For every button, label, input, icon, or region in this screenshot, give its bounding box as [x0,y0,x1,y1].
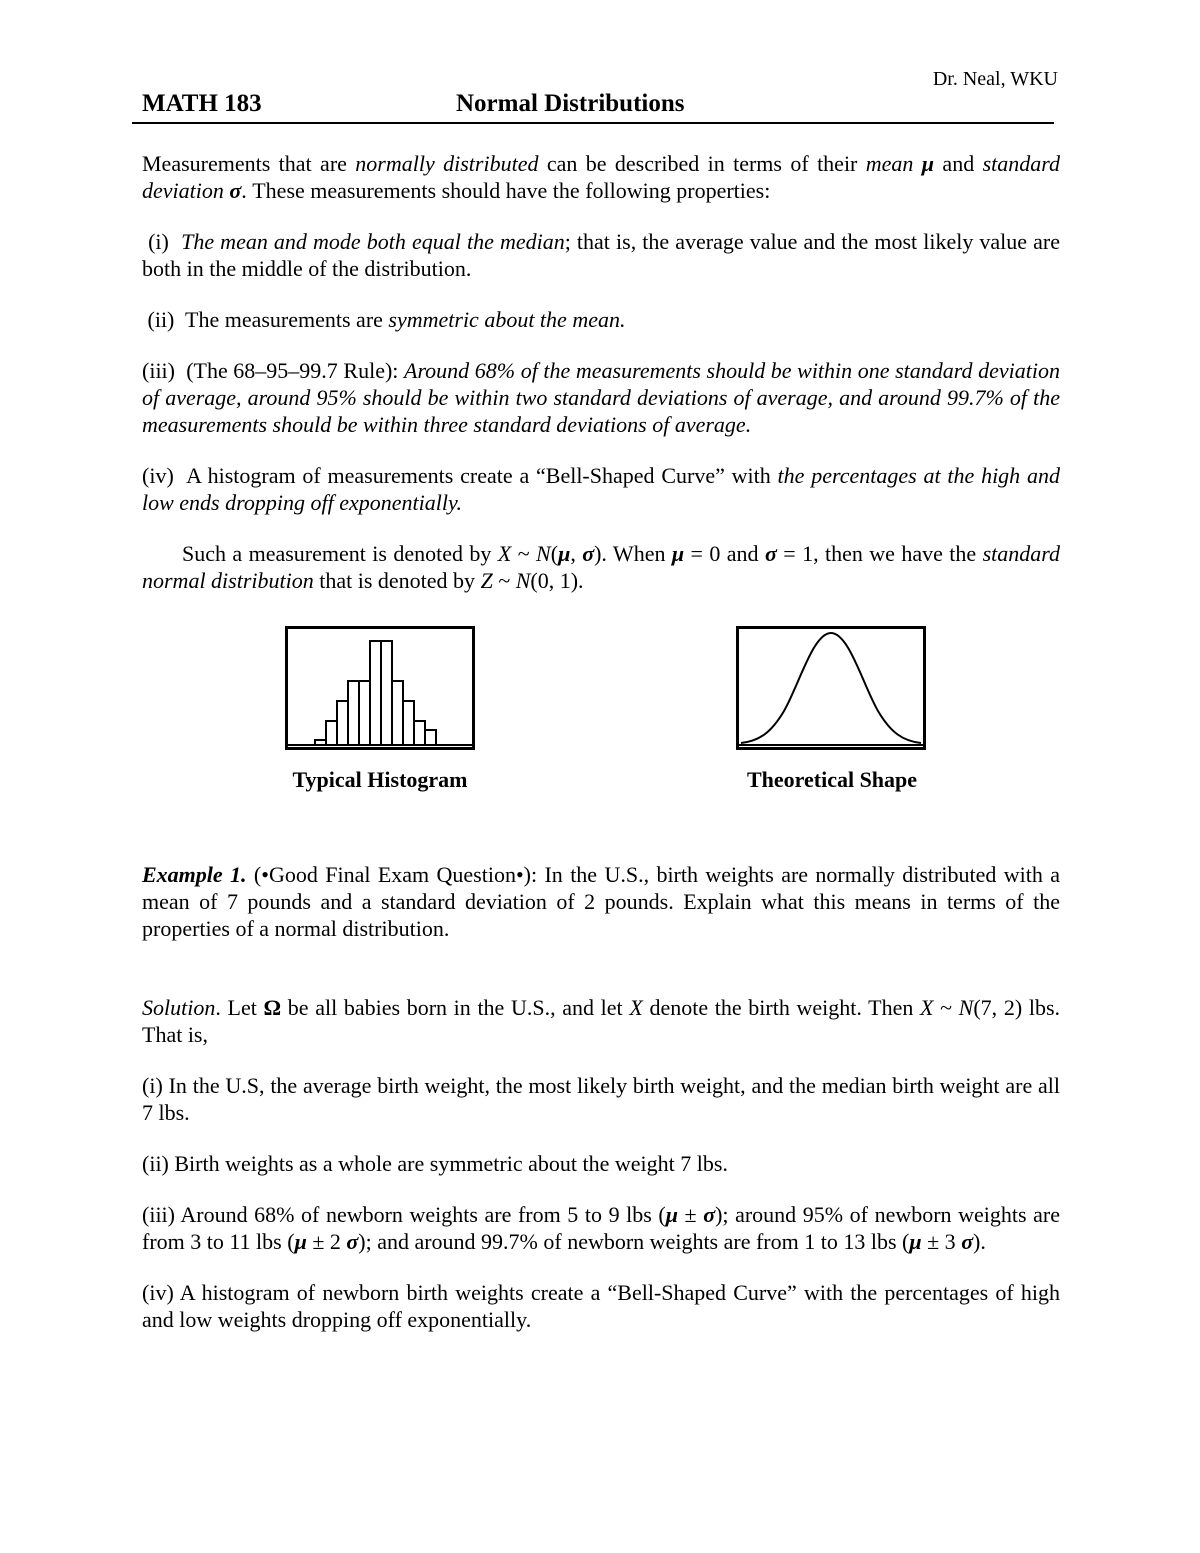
property-iii: (iii) (The 68–95–99.7 Rule): Around 68% of the measurements should be within one standard deviation of average, around 95% should be within two standard deviations of average, and around 99.7% of the measurements should be within three standard deviations of average. [142,358,1060,437]
histogram-bar [414,721,425,745]
course-code: MATH 183 [142,90,262,117]
histogram-bar [425,730,436,745]
histogram-bar [381,641,392,745]
histogram-bar [403,701,414,745]
page-title: Normal Distributions [456,90,685,117]
histogram-figure [285,626,475,750]
property-iv: (iv) A histogram of measurements create a “Bell-Shaped Curve” with the percentages at the high and low ends dropping off exponentially. [142,463,1060,515]
property-ii: (ii) The measurements are symmetric about the mean. [147,307,626,332]
intro-paragraph: Measurements that are normally distributed can be described in terms of their mean μ and standard deviation σ. These measurements should have the following properties: [142,151,1061,203]
curve-caption: Theoretical Shape [746,767,918,792]
histogram-bar [326,721,337,745]
author-line: Dr. Neal, WKU [932,68,1058,90]
bell-curve-graphic [739,629,923,747]
bell-curve-figure [736,626,926,750]
solution-i: (i) In the U.S, the average birth weight, the most likely birth weight, and the median birth weight are all 7 lbs. [142,1073,1060,1125]
histogram-caption: Typical Histogram [292,767,468,792]
notation-paragraph: Such a measurement is denoted by X ~ N(μ, σ). When μ = 0 and σ = 1, then we have the standard normal distribution that is denoted by Z ~ N(0, 1). [142,541,1061,593]
solution-iv: (iv) A histogram of newborn birth weights create a “Bell-Shaped Curve” with the percentages of high and low weights dropping off exponentially. [142,1280,1060,1332]
solution-ii: (ii) Birth weights as a whole are symmetric about the weight 7 lbs. [142,1151,728,1176]
histogram-bar [392,681,403,745]
property-i: (i) The mean and mode both equal the median; that is, the average value and the most likely value are both in the middle of the distribution. [142,229,1061,281]
page-header [132,90,1054,124]
histogram-bar [337,701,348,745]
solution-iii: (iii) Around 68% of newborn weights are from 5 to 9 lbs (μ ± σ); around 95% of newborn weights are from 3 to 11 lbs (μ ± 2 σ); and around 99.7% of newborn weights are from 1 to 13 lbs (μ ± 3 σ). [142,1202,1060,1254]
histogram-bar [370,641,381,745]
histogram-graphic [288,629,472,747]
example-paragraph: Example 1. (•Good Final Exam Question•): In the U.S., birth weights are normally distributed with a mean of 7 pounds and a standard deviation of 2 pounds. Explain what this means in terms of the properties of a normal distribution. [142,862,1060,941]
figures-row [142,616,1060,861]
histogram-bar [359,681,370,745]
document-body [142,150,1060,1333]
solution-paragraph: Solution. Let Ω be all babies born in the U.S., and let X denote the birth weight. Then X ~ N(7, 2) lbs. That is, [142,995,1060,1047]
histogram-bar [348,681,359,745]
